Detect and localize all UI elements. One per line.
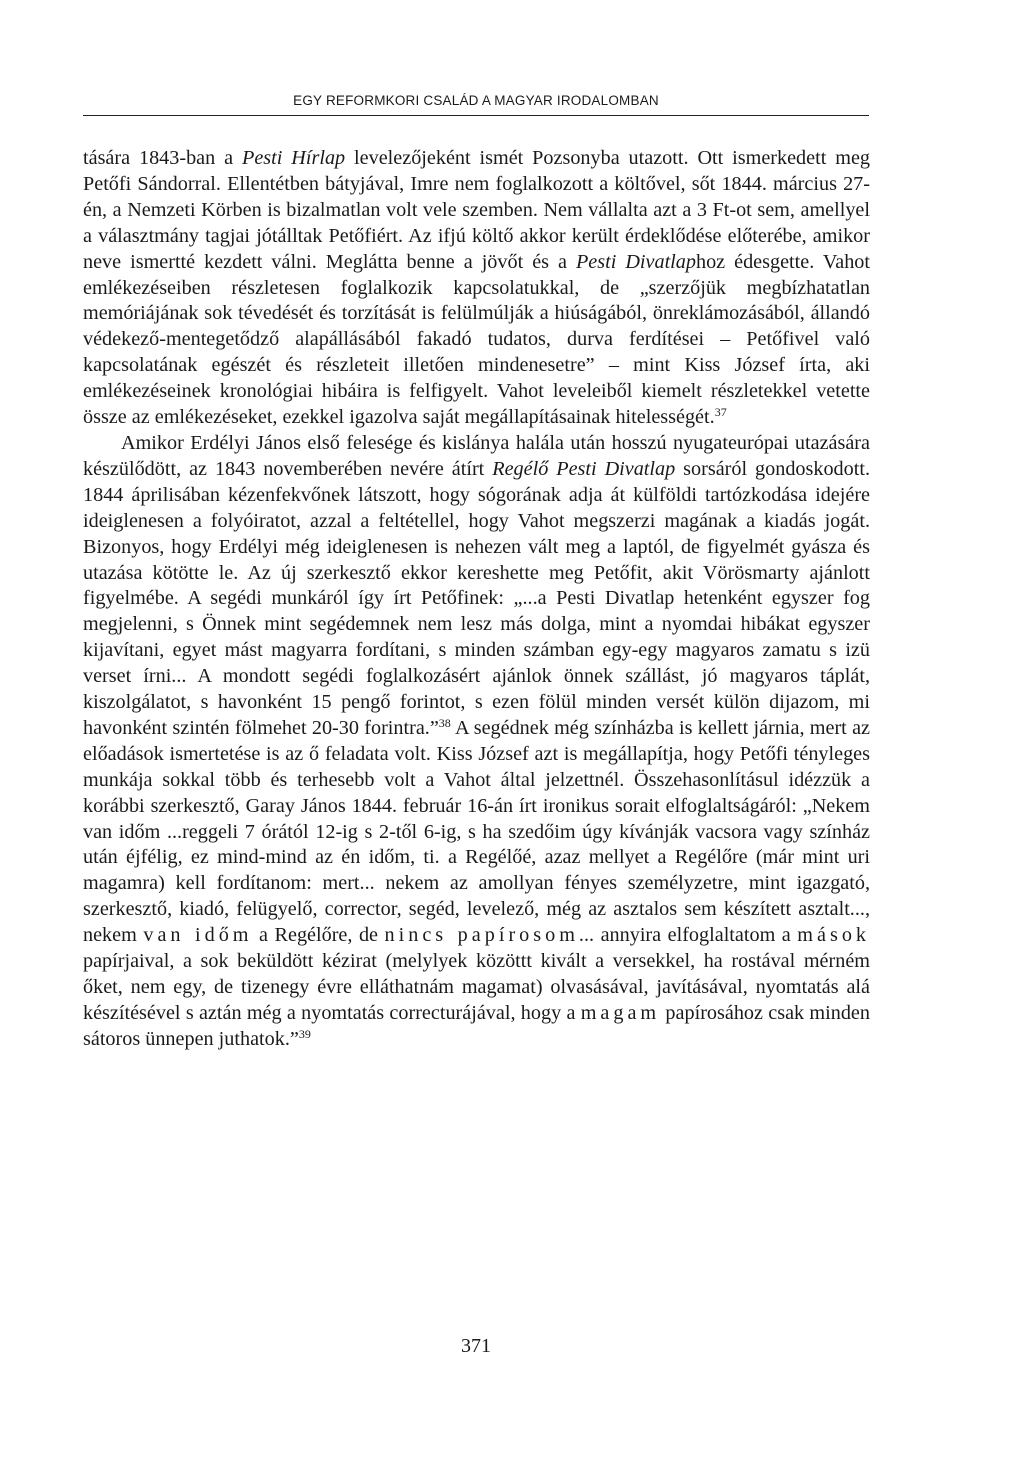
paragraph-2: Amikor Erdélyi János első felesége és kislánya halála után hosszú nyugateurópai utazására készülődött, az 1843 novemberében nevére átírt Regélő Pesti Divatlap sorsáról gondoskodott. 1844 áprilisában kézenfekvőnek látszott, hogy sógorának adja át külföldi tartózkodása idejére ideiglenesen a folyóiratot, azzal a feltétellel, hogy Vahot megszerzi magának a kiadás jogát. Bizonyos, hogy Erdélyi még ideiglenesen is nehezen vált meg a laptól, de figyelmét gyásza és utazása kötötte le. Az új szerkesztő ekkor kereshette meg Petőfit, akit Vörösmarty ajánlott figyelmébe. A segédi munkáról így írt Petőfinek: „...a Pesti Divatlap hetenként egyszer fog megjelenni, s Önnek mint segédemnek nem lesz más dolga, mint a nyomdai hibákat egyszer kijavítani, egyet mást magyarra fordítani, s minden számban egy-egy magyaros zamatu s izü verset írni... A mondott segédi foglalkozásért ajánlok önnek szállást, jó magyaros táplát, kiszolgálatot, s havonként 15 pengő forintot, s ezen fölül minden versét külön dijazom, mi havonként szintén fölmehet 20-30 forintra.”$^{38}$ A segédnek még színházba is kellett járnia, mert az előadások ismertetése is az ő feladata volt. Kiss József azt is megállapítja, hogy Petőfi tényleges munkája sokkal több és terhesebb volt a Vahot által jelzettnél. Összehasonlításul idézzük a korábbi szerkesztő, Garay János 1844. február 16-án írt ironikus sorait elfoglaltságáról: „Nekem van időm ...reggeli 7 órától 12-ig s 2-től 6-ig, s ha szedőim úgy kívánják vacsora vagy színház után éjfélig, ez mind-mind az én időm, ti. a Regélőé, azaz mellyet a Regélőre (már mint uri magamra) kell fordítanom: mert... nekem az amollyan fényes személyzetre, mint igazgató, szerkesztő, kiadó, felügyelő, corrector, segéd, levelező, még az asztalos sem készített asztalt..., nekem van időm a Regélőre, de nincs papírosom... annyira elfoglaltatom a mások papírjaival, a sok beküldött kézirat (melylyek közöttt kivált a versekkel, ha rostával mérném őket, nem egy, de tizenegy évre elláthatnám magamat) olvasásával, javításával, nyomtatás alá készítésével s aztán még a nyomtatás correcturájával, hogy a magam papírosához csak minden sátoros ünnepen juthatok.”$^{39}$ xyxy=(83,431,871,1050)
emphasis-spaced: mások xyxy=(797,924,871,947)
footnote-ref-37: 37 xyxy=(714,405,727,420)
journal-title: Regélő Pesti Divatlap xyxy=(492,457,676,480)
emphasis-spaced: nincs papírosom xyxy=(384,924,579,947)
journal-title: Pesti Hírlap xyxy=(242,147,346,169)
footnote-ref-38: 38 xyxy=(438,715,451,730)
page-number: 371 xyxy=(461,1335,491,1357)
header-rule xyxy=(83,115,869,116)
running-head: EGY REFORMKORI CSALÁD A MAGYAR IRODALOMBAN xyxy=(293,93,659,108)
emphasis-spaced: magam xyxy=(580,1001,661,1024)
body-text xyxy=(83,146,870,1053)
emphasis-spaced: van időm xyxy=(143,924,253,947)
journal-title: Pesti Divatlap xyxy=(575,250,696,273)
paragraph-1: tására 1843-ban a Pesti Hírlap levelezőjeként ismét Pozsonyba utazott. Ott ismerkedett meg Petőfi Sándorral. Ellentétben bátyjával, Imre nem foglalkozott a költővel, sőt 1844. március 27-én, a Nemzeti Körben is bizalmatlan volt vele szemben. Nem vállalta azt a 3 Ft-ot sem, amellyel a választmány tagjai jótálltak Petőfiért. Az ifjú költő akkor került érdeklődése előterébe, amikor neve ismertté kezdett válni. Meglátta benne a jövőt és a Pesti Divatlaphoz édesgette. Vahot emlékezéseiben részletesen foglalkozik kapcsolatukkal, de „szerzőjük megbízhatatlan memóriájának sok tévedését és torzítását is felülmúlják a hiúságából, önreklámozásából, állandó védekező-mentegetődző alapállásából fakadó tudatos, durva ferdítései – Petőfivel való kapcsolatának egészét és részleteit illetően mindenesetre” – mint Kiss József írta, aki emlékezéseinek kronológiai hibáira is felfigyelt. Vahot leveleiből kiemelt részletekkel vetette össze az emlékezéseket, ezekkel igazolva saját megállapításainak hitelességét.$^{37}$ xyxy=(83,147,871,429)
footnote-ref-39: 39 xyxy=(298,1026,311,1041)
